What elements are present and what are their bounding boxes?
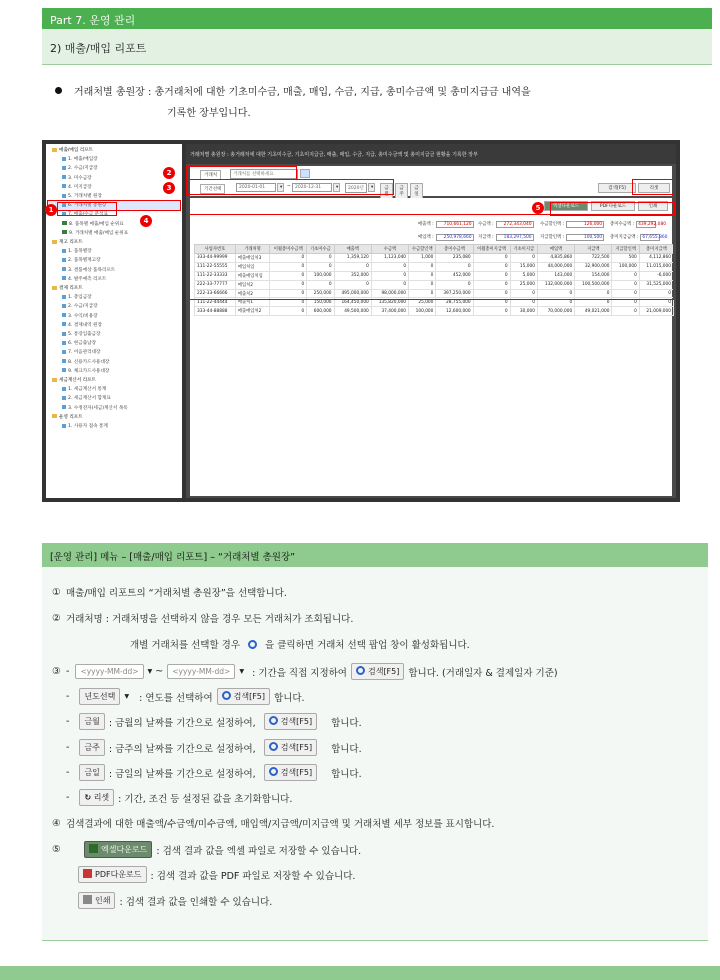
excel-chip: 엑셀다운로드 [84, 841, 152, 858]
collection-summary: 수금액 : 272,343,040 [478, 222, 532, 227]
tree-item[interactable]: 2. 품목별재고장 [48, 256, 180, 265]
tree-item[interactable]: 2. 세금계산서 합계표 [48, 394, 180, 403]
document-icon [62, 350, 66, 354]
table-cell: 49,500,000 [334, 307, 371, 316]
highlight-search [632, 179, 674, 195]
search-chip: 검색[F5] [264, 764, 317, 781]
date-to-input[interactable]: 2020-12-31 [292, 183, 332, 192]
search-chip: 검색[F5] [264, 739, 317, 756]
table-cell: 0 [639, 298, 673, 307]
column-header[interactable]: 이월총미지급액 [473, 245, 510, 254]
empty-row [195, 494, 674, 503]
guide-year: - 년도선택 ▾ : 연도를 선택하여 검색[F5] 합니다. [66, 688, 305, 705]
table-cell: 0 [575, 298, 612, 307]
pdf-chip: PDF다운로드 [78, 866, 147, 883]
day-chip: 금일 [79, 764, 104, 781]
month-chip: 금월 [79, 713, 104, 730]
table-cell: 452,000 [436, 271, 473, 280]
table-cell: 150,000 [307, 298, 334, 307]
tree-item[interactable]: 4. 발주예측 리포트 [48, 275, 180, 284]
table-cell: 0 [307, 280, 334, 289]
table-cell: 0 [612, 280, 639, 289]
empty-row [195, 387, 674, 396]
document-icon [62, 322, 66, 326]
tree-item[interactable]: 5. 거래처별 원장 [48, 192, 180, 201]
column-header[interactable]: 기초미수금 [307, 245, 334, 254]
report-title: 거래처별 총원장 : 총거래처에 대한 기초미수금, 기초미지급금, 매출, 매입, 수금, 지급, 총미수금액 및 총미지급금 현황을 기록한 장부 [186, 144, 676, 164]
table-cell: 31,525,000 [639, 280, 673, 289]
print-icon [83, 895, 92, 904]
empty-row [195, 476, 674, 485]
folder-icon [52, 378, 57, 382]
guide-step-2b: 개별 거래처를 선택할 경우 을 클릭하면 거래처 선택 팝업 창이 활성화됩니다. [130, 640, 470, 651]
column-header[interactable]: 사업자번호 [195, 245, 236, 254]
empty-row [195, 511, 674, 520]
payment-discount-summary: 지급할인액 : 100,500 [540, 235, 603, 240]
month-button[interactable]: 금월 [380, 183, 393, 199]
column-header[interactable]: 이월총미수금액 [270, 245, 307, 254]
document-icon [62, 166, 66, 170]
table-cell: 333-44-88888 [195, 307, 236, 316]
highlight-results [189, 214, 674, 300]
table-cell: 0 [473, 271, 510, 280]
tree-item[interactable]: 4. 미지급장 [48, 183, 180, 192]
table-cell: 0 [612, 298, 639, 307]
table-cell: 12,600,000 [436, 307, 473, 316]
table-cell: 135,820,000 [371, 298, 408, 307]
table-cell: 111-22-33333 [195, 271, 236, 280]
table-cell: 0 [371, 280, 408, 289]
document-icon [62, 157, 66, 161]
payment-summary: 지급액 : 183,297,500 [478, 235, 532, 240]
table-cell: 0 [473, 289, 510, 298]
tree-item[interactable]: 9. 거래처별 매출/매입 순위표 [48, 229, 180, 238]
guide-step-4: ④ 검색결과에 대한 매출액/수금액/미수금액, 매입액/지급액/미지급액 및 거래처별 세부 정보를 표시합니다. [52, 817, 495, 830]
search-chip: 검색[F5] [351, 663, 404, 680]
table-cell: -6,000 [639, 271, 673, 280]
guide-step-1: ① 매출/매입 리포트의 “거래처별 총원장”을 선택합니다. [52, 586, 287, 599]
empty-row [195, 342, 674, 351]
guide-day: - 금일 : 금일의 날짜를 기간으로 설정하여, 검색[F5] 합니다. [66, 764, 362, 781]
document-icon [62, 258, 66, 262]
empty-row [195, 316, 674, 325]
document-icon [62, 341, 66, 345]
column-header[interactable]: 지급할인액 [612, 245, 639, 254]
tree-item[interactable]: 3. 수정전자(세금)계산서 목록 [48, 404, 180, 413]
reset-button[interactable]: 리셋 [638, 183, 670, 193]
table-cell: 매출처1 [235, 298, 269, 307]
table-cell: 154,000 [575, 271, 612, 280]
tree-item[interactable]: 1. 사용자 접속 통계 [48, 422, 180, 431]
empty-row [195, 369, 674, 378]
reset-chip: ↻ 리셋 [79, 789, 114, 806]
empty-row [195, 529, 674, 538]
tree-item[interactable]: 9. 체크카드사용대장 [48, 367, 180, 376]
tree-item[interactable]: 3. 수익/비용장 [48, 312, 180, 321]
table-cell: 매입처2 [235, 280, 269, 289]
empty-row [195, 360, 674, 369]
document-icon [62, 387, 66, 391]
year-select[interactable]: 2020년 [345, 183, 367, 193]
vendor-label: 거래처 [200, 170, 221, 180]
table-cell: 30,000 [510, 307, 537, 316]
table-cell: 37,400,000 [371, 307, 408, 316]
table-cell: 0 [436, 280, 473, 289]
part-title: Part 7. 운영 관리 [42, 8, 712, 29]
table-cell: 25,000 [409, 298, 436, 307]
column-header[interactable]: 매입액 [537, 245, 574, 254]
total-payable-summary: 총미지급금액 : 67,655,860 [610, 235, 668, 240]
document-icon [62, 295, 66, 299]
tree-item[interactable]: 7. 어음관리대장 [48, 348, 180, 357]
folder-icon [52, 240, 57, 244]
highlight-downloads [550, 202, 675, 216]
date-from-dropdown[interactable]: ▾ [277, 183, 284, 192]
table-cell: 100,000 [307, 271, 334, 280]
table-cell: 매출매입처2 [235, 307, 269, 316]
collection-discount-summary: 수금할인액 : 126,000 [540, 222, 603, 227]
empty-row [195, 396, 674, 405]
table-cell: 333-44-99999 [195, 254, 236, 263]
tree-item[interactable]: 3. 미수금장 [48, 174, 180, 183]
table-cell: 0 [612, 289, 639, 298]
year-dropdown[interactable]: ▾ [368, 183, 375, 192]
date-from-input[interactable]: 2020-01-01 [236, 183, 276, 192]
table-cell: 25,000 [510, 280, 537, 289]
badge-3: 3 [163, 182, 175, 194]
search-chip: 검색[F5] [264, 713, 317, 730]
table-cell: 0 [473, 307, 510, 316]
menu-tree [46, 144, 182, 498]
table-cell: 0 [473, 298, 510, 307]
table-cell: 222-33-77777 [195, 280, 236, 289]
tree-item[interactable]: 8. 신용카드사용대장 [48, 358, 180, 367]
table-cell: 0 [409, 262, 436, 271]
empty-row [195, 502, 674, 511]
table-cell: 0 [270, 271, 307, 280]
empty-row [195, 334, 674, 343]
document-icon [62, 313, 66, 317]
highlight-period [186, 179, 394, 195]
intro-line-2: 기록한 장부입니다. [167, 108, 251, 119]
guide-step-3: ③ - <yyyy-MM-dd> ▾ ~ <yyyy-MM-dd> ▾ : 기간을 직접 지정하여 검색[F5] 합니다. (거래일자 & 결제일자 기준) [52, 663, 558, 680]
table-cell: 0 [473, 280, 510, 289]
table-cell: 111-22-55555 [195, 262, 236, 271]
column-header[interactable]: 지급액 [575, 245, 612, 254]
empty-row [195, 405, 674, 414]
empty-row [195, 378, 674, 387]
vendor-search-icon[interactable] [300, 169, 310, 178]
tree-item[interactable]: 3. 결품예상 품목리포트 [48, 266, 180, 275]
document-icon [62, 359, 66, 363]
table-cell: 0 [270, 254, 307, 263]
table-cell: 100,000 [612, 262, 639, 271]
tree-item[interactable]: 2. 수금/지급장 [48, 164, 180, 173]
folder-icon [52, 148, 57, 152]
table-cell: 722,500 [575, 254, 612, 263]
empty-row [195, 458, 674, 467]
table-cell: 222-33-66666 [195, 289, 236, 298]
table-cell: 0 [473, 254, 510, 263]
year-select-chip: 년도선택 [79, 688, 120, 705]
filter-panel: 거래처 거래처를 선택하세요 기간선택 2020-01-01 ▾ ~ 2020-12-31 ▾ 2020년 ▾ 금월 금주 금일 리셋 검색[F5] [190, 166, 672, 196]
column-header[interactable]: 기초미지급 [510, 245, 537, 254]
table-cell: 28,755,000 [436, 298, 473, 307]
empty-row [195, 414, 674, 423]
table-cell: 매입처입 [235, 262, 269, 271]
print-chip: 인쇄 [78, 892, 115, 909]
tree-item[interactable]: 5. 통장입출금장 [48, 330, 180, 339]
tree-item[interactable]: 1. 총입금장 [48, 293, 180, 302]
section-title: 2) 매출/매입 리포트 [42, 29, 712, 65]
table-cell: 235,080 [436, 254, 473, 263]
tree-item[interactable]: 6. 현금출납장 [48, 339, 180, 348]
table-cell: 4,835,860 [537, 254, 574, 263]
table-cell: 0 [307, 254, 334, 263]
search-button[interactable]: 검색[F5] [598, 183, 636, 193]
tree-item[interactable]: 2. 수금/지급장 [48, 302, 180, 311]
table-cell: 44,000,000 [537, 262, 574, 271]
table-cell: 매출매입처3 [235, 254, 269, 263]
table-cell: 0 [334, 262, 371, 271]
guide-week: - 금주 : 금주의 날짜를 기간으로 설정하여, 검색[F5] 합니다. [66, 739, 362, 756]
table-cell: 0 [612, 307, 639, 316]
empty-row [195, 520, 674, 529]
table-cell: 15,000 [510, 262, 537, 271]
date-from-chip: <yyyy-MM-dd> [75, 664, 143, 679]
date-to-dropdown[interactable]: ▾ [333, 183, 340, 192]
tree-item[interactable]: 1. 품목별장 [48, 247, 180, 256]
search-chip: 검색[F5] [217, 688, 270, 705]
document-icon [62, 184, 66, 188]
date-to-chip: <yyyy-MM-dd> [167, 664, 235, 679]
table-cell: 143,000 [537, 271, 574, 280]
table-row[interactable] [195, 307, 674, 316]
table-cell: 5,000 [510, 271, 537, 280]
report-panel [186, 144, 676, 498]
column-header[interactable]: 수금할인액 [409, 245, 436, 254]
empty-row [195, 422, 674, 431]
document-icon [62, 194, 66, 198]
table-cell: 0 [307, 262, 334, 271]
table-cell: 1,123,040 [371, 254, 408, 263]
bullet-icon [55, 87, 62, 94]
table-cell: 0 [510, 289, 537, 298]
column-header[interactable]: 거래처명 [235, 245, 269, 254]
column-header[interactable]: 수금액 [371, 245, 408, 254]
table-cell: 0 [537, 298, 574, 307]
chart-icon [62, 221, 67, 225]
badge-2: 2 [163, 167, 175, 179]
footer-bar [0, 966, 720, 980]
column-header[interactable]: 매출액 [334, 245, 371, 254]
folder-icon [52, 414, 57, 418]
table-cell: 0 [270, 298, 307, 307]
tree-folder[interactable]: 재고 리포트 [48, 238, 180, 247]
empty-row [195, 440, 674, 449]
document-icon [62, 368, 66, 372]
badge-4: 4 [140, 215, 152, 227]
guide-print: 인쇄 : 검색 결과 값을 인쇄할 수 있습니다. [74, 892, 272, 909]
table-cell: 164,450,000 [334, 298, 371, 307]
search-icon [248, 640, 257, 649]
table-cell: 100,000 [409, 307, 436, 316]
tree-item[interactable]: 7. 매출/수금 분석표 [48, 210, 180, 219]
table-cell: 32,900,000 [575, 262, 612, 271]
table-cell: 132,000,000 [537, 280, 574, 289]
table-cell: 11,015,000 [639, 262, 673, 271]
table-cell: 600,000 [307, 307, 334, 316]
vendor-input[interactable]: 거래처를 선택하세요 [230, 169, 298, 179]
document-icon [62, 175, 66, 179]
table-cell: 1,359,120 [334, 254, 371, 263]
table-cell: 250,000 [307, 289, 334, 298]
guide-pdf: PDF다운로드 : 검색 결과 값을 PDF 파일로 저장할 수 있습니다. [74, 866, 355, 883]
empty-row [195, 431, 674, 440]
table-cell: 397,250,000 [436, 289, 473, 298]
empty-row [195, 467, 674, 476]
guide-month: - 금월 : 금월의 날짜를 기간으로 설정하여, 검색[F5] 합니다. [66, 713, 362, 730]
badge-5: 5 [532, 202, 544, 214]
table-cell: 500 [612, 254, 639, 263]
table-cell: 4,112,860 [639, 254, 673, 263]
table-cell: 0 [612, 271, 639, 280]
table-cell: 352,000 [334, 271, 371, 280]
week-button[interactable]: 금주 [395, 183, 408, 199]
excel-download-button[interactable]: 엑셀다운로드 [544, 201, 588, 211]
table-cell: 0 [270, 280, 307, 289]
pdf-download-button[interactable]: PDF다운로드 [591, 201, 635, 211]
table-cell: 0 [510, 298, 537, 307]
document-icon [62, 267, 66, 271]
tree-item[interactable]: 4. 결제내역 원장 [48, 321, 180, 330]
guide-section [42, 543, 708, 941]
empty-row [195, 485, 674, 494]
total-receivable-summary: 총미수금액 : 439,292,080 [610, 222, 667, 227]
table-cell: 70,000,000 [537, 307, 574, 316]
week-chip: 금주 [79, 739, 104, 756]
table-cell: 49,021,000 [575, 307, 612, 316]
table-cell: 0 [270, 307, 307, 316]
empty-row [195, 325, 674, 334]
column-header[interactable]: 총미수금액 [436, 245, 473, 254]
badge-1: 1 [45, 204, 57, 216]
empty-row [195, 351, 674, 360]
table-cell: 0 [575, 289, 612, 298]
document-icon [62, 304, 66, 308]
pdf-icon [83, 869, 92, 878]
intro-line-1: 거래처별 총원장 : 총거래처에 대한 기초미수금, 매출, 매입, 수금, 지급, 총미수금액 및 총미지급금 내역을 [74, 87, 531, 98]
guide-reset: - ↻ 리셋 : 기간, 조건 등 설정된 값을 초기화합니다. [66, 789, 292, 806]
tree-item[interactable]: 6. 거래처별 총원장 [48, 201, 180, 210]
tree-item[interactable]: 8. 품목별 매출/매입 순위표 [48, 220, 180, 229]
document-icon [62, 276, 66, 280]
empty-row [195, 449, 674, 458]
table-cell: 0 [409, 280, 436, 289]
table-cell: 매출매입처입 [235, 271, 269, 280]
excel-icon [89, 844, 98, 853]
table-cell: 0 [371, 271, 408, 280]
table-cell: 매출처2 [235, 289, 269, 298]
table-cell: 111-22-44444 [195, 298, 236, 307]
intro-text [55, 82, 695, 124]
guide-step-2: ② 거래처명 : 거래처명을 선택하지 않을 경우 모든 거래처가 조회됩니다. [52, 612, 354, 625]
table-cell: 0 [639, 289, 673, 298]
highlight-vendor [186, 166, 297, 180]
document-icon [62, 249, 66, 253]
document-icon [62, 424, 66, 428]
day-button[interactable]: 금일 [410, 183, 423, 199]
tree-folder[interactable]: 결제 리포트 [48, 284, 180, 293]
guide-step-5: ⑤ 엑셀다운로드 : 검색 결과 값을 엑셀 파일로 저장할 수 있습니다. [52, 841, 361, 858]
print-button[interactable]: 인쇄 [638, 201, 668, 211]
table-cell: 0 [409, 271, 436, 280]
purchase-summary: 매입액 : 250,978,660 [418, 235, 472, 240]
folder-icon [52, 286, 57, 290]
document-icon [62, 396, 66, 400]
tree-item[interactable]: 1. 세금계산서 통계 [48, 385, 180, 394]
table-cell: 21,009,000 [639, 307, 673, 316]
table-cell: 0 [436, 262, 473, 271]
table-cell: 0 [334, 280, 371, 289]
table-cell: 0 [270, 262, 307, 271]
document-icon [62, 405, 66, 409]
highlight-menu-item [57, 202, 117, 216]
table-cell: 0 [510, 254, 537, 263]
table-cell: 0 [473, 262, 510, 271]
document-icon [62, 332, 66, 336]
table-cell: 0 [270, 289, 307, 298]
sales-summary: 매출액 : 710,661,120 [418, 222, 472, 227]
column-header[interactable]: 총미지급액 [639, 245, 673, 254]
table-cell: 1,000 [409, 254, 436, 263]
tree-item[interactable]: 1. 매출/매입장 [48, 155, 180, 164]
tree-folder[interactable]: 매출/매입 리포트 [48, 146, 180, 155]
table-cell: 495,000,000 [334, 289, 371, 298]
guide-title: [운영 관리] 메뉴 – [매출/매입 리포트] – “거래처별 총원장” [42, 543, 708, 567]
app-screenshot [42, 140, 680, 502]
table-cell: 100,500,000 [575, 280, 612, 289]
tree-folder[interactable]: 운영 리포트 [48, 413, 180, 422]
table-cell: 98,000,000 [371, 289, 408, 298]
table-cell: 0 [409, 289, 436, 298]
tree-folder[interactable]: 세금계산서 리포트 [48, 376, 180, 385]
table-cell: 0 [537, 289, 574, 298]
period-label: 기간선택 [200, 184, 225, 194]
chart-icon [62, 230, 67, 234]
table-cell: 0 [371, 262, 408, 271]
